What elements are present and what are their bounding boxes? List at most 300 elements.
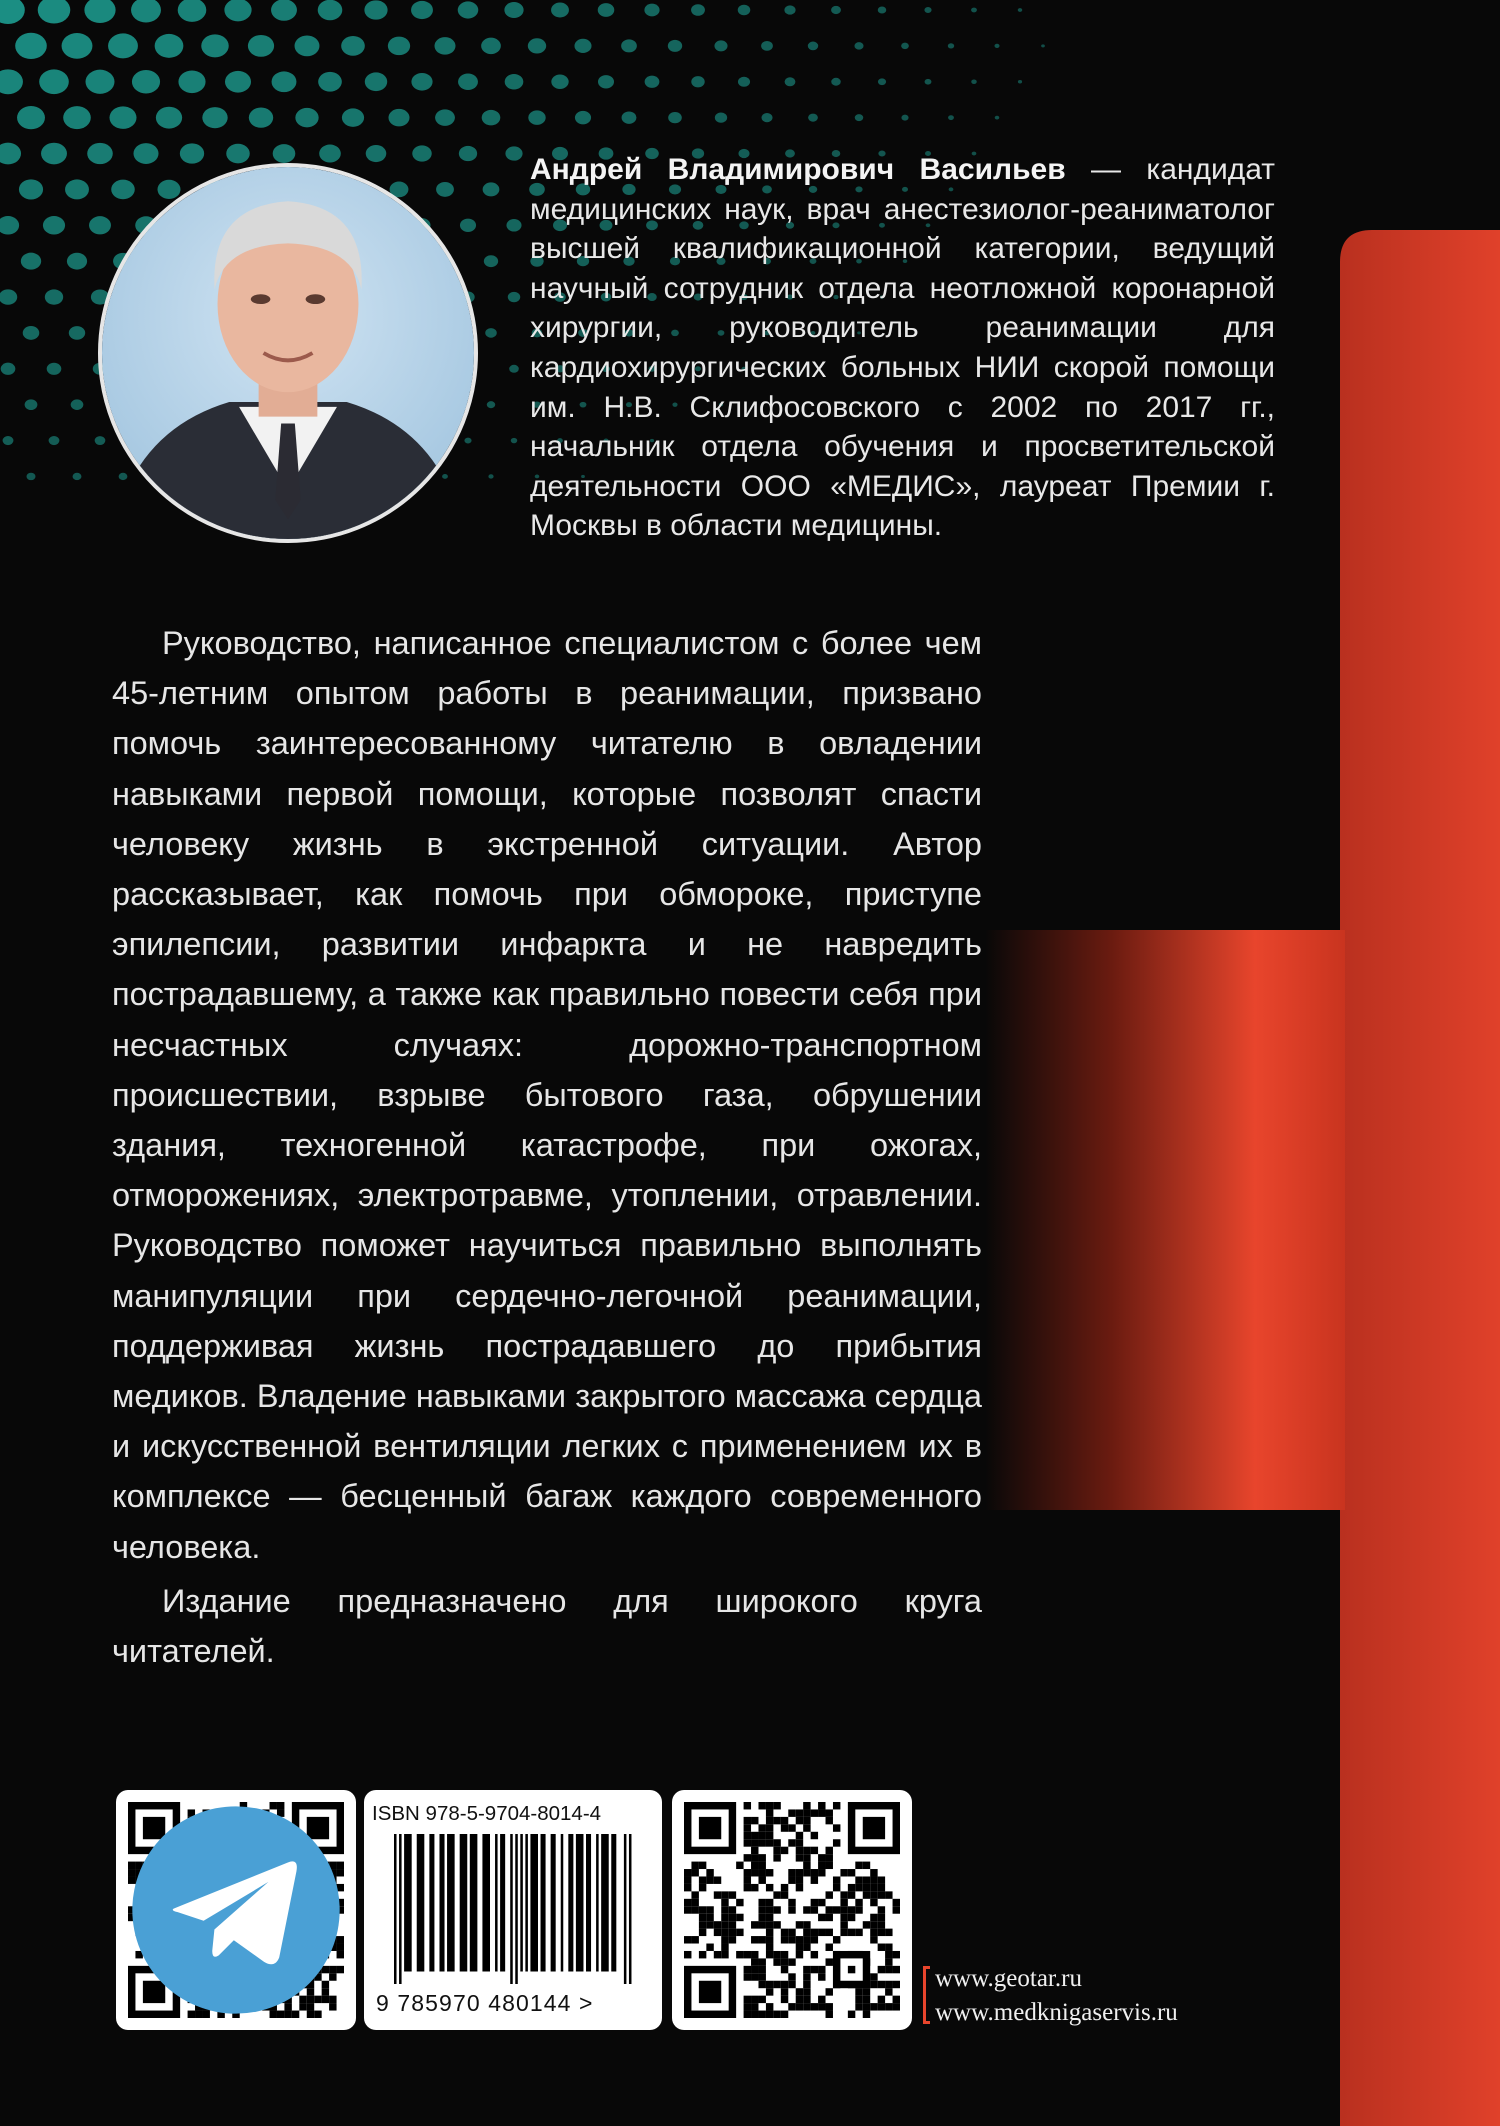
qr-module bbox=[773, 1906, 780, 1913]
qr-module bbox=[721, 1899, 728, 1906]
qr-module bbox=[840, 1914, 847, 1921]
qr-module bbox=[744, 2003, 751, 2010]
qr-module bbox=[796, 1847, 803, 1854]
qr-module bbox=[691, 1869, 698, 1876]
qr-module bbox=[751, 1839, 758, 1846]
qr-module bbox=[744, 1951, 751, 1958]
qr-module bbox=[803, 1809, 810, 1816]
qr-module bbox=[751, 1862, 758, 1869]
qr-module bbox=[744, 1966, 751, 1973]
barcode-bar bbox=[482, 1834, 490, 1972]
qr-module bbox=[699, 1906, 706, 1913]
qr-module bbox=[885, 1944, 892, 1951]
website-link[interactable]: www.medknigaservis.ru bbox=[935, 1999, 1178, 2026]
qr-module bbox=[796, 1988, 803, 1995]
qr-module bbox=[714, 1929, 721, 1936]
qr-module bbox=[811, 1899, 818, 1906]
barcode-bar bbox=[541, 1834, 546, 1972]
barcode-bar bbox=[624, 1834, 627, 1984]
qr-module bbox=[833, 1802, 840, 1809]
qr-module bbox=[736, 1862, 743, 1869]
barcode-bar bbox=[417, 1834, 425, 1972]
qr-module bbox=[684, 1906, 691, 1913]
qr-module bbox=[758, 1824, 765, 1831]
qr-module bbox=[803, 1981, 810, 1988]
qr-module bbox=[826, 1847, 833, 1854]
barcode-bar bbox=[525, 1834, 528, 1972]
qr-module bbox=[721, 1944, 728, 1951]
qr-module bbox=[811, 1906, 818, 1913]
qr-module bbox=[826, 1891, 833, 1898]
qr-module bbox=[893, 1906, 900, 1913]
qr-module bbox=[796, 1832, 803, 1839]
qr-code-icon bbox=[684, 1802, 900, 2018]
qr-module bbox=[766, 1802, 773, 1809]
qr-module bbox=[773, 1817, 780, 1824]
qr-module bbox=[691, 1899, 698, 1906]
qr-module bbox=[818, 1973, 825, 1980]
qr-module bbox=[855, 1996, 862, 2003]
qr-module bbox=[803, 1936, 810, 1943]
qr-module bbox=[758, 1869, 765, 1876]
qr-module bbox=[729, 1921, 736, 1928]
qr-module bbox=[751, 1996, 758, 2003]
qr-module bbox=[863, 2003, 870, 2010]
qr-module bbox=[840, 1891, 847, 1898]
qr-module bbox=[729, 1929, 736, 1936]
qr-module bbox=[788, 1839, 795, 1846]
qr-module bbox=[878, 1944, 885, 1951]
qr-module bbox=[803, 1824, 810, 1831]
qr-module bbox=[818, 1809, 825, 1816]
qr-module bbox=[684, 1869, 691, 1876]
qr-module bbox=[773, 1839, 780, 1846]
qr-module bbox=[893, 1966, 900, 1973]
qr-module bbox=[803, 1817, 810, 1824]
qr-module bbox=[706, 1869, 713, 1876]
qr-module bbox=[818, 1862, 825, 1869]
qr-module bbox=[818, 1996, 825, 2003]
qr-module bbox=[885, 1988, 892, 1995]
qr-module bbox=[833, 1839, 840, 1846]
qr-module bbox=[758, 1914, 765, 1921]
qr-module bbox=[796, 1936, 803, 1943]
qr-module bbox=[773, 1802, 780, 1809]
qr-module bbox=[803, 1988, 810, 1995]
barcode-bar bbox=[629, 1834, 632, 1984]
qr-module bbox=[751, 1832, 758, 1839]
qr-module bbox=[766, 1914, 773, 1921]
qr-module bbox=[826, 2003, 833, 2010]
qr-module bbox=[826, 1988, 833, 1995]
qr-module bbox=[818, 1802, 825, 1809]
qr-module bbox=[855, 1929, 862, 1936]
qr-module bbox=[781, 1884, 788, 1891]
qr-module bbox=[691, 1936, 698, 1943]
qr-module bbox=[788, 1906, 795, 1913]
qr-module bbox=[893, 1981, 900, 1988]
qr-module bbox=[811, 1966, 818, 1973]
qr-module bbox=[781, 1824, 788, 1831]
qr-module bbox=[766, 1869, 773, 1876]
qr-module bbox=[751, 2003, 758, 2010]
qr-module bbox=[811, 1936, 818, 1943]
qr-module bbox=[833, 1936, 840, 1943]
qr-module bbox=[699, 1981, 721, 2003]
qr-module bbox=[878, 1891, 885, 1898]
ean-digits: 9 785970 480144 > bbox=[376, 1990, 594, 2016]
qr-module bbox=[848, 1869, 855, 1876]
qr-module bbox=[863, 1996, 870, 2003]
qr-module bbox=[863, 1891, 870, 1898]
qr-module bbox=[863, 1884, 870, 1891]
qr-module bbox=[803, 1869, 810, 1876]
qr-module bbox=[706, 1921, 713, 1928]
qr-module bbox=[811, 1876, 818, 1883]
qr-module bbox=[699, 1876, 706, 1883]
qr-module bbox=[855, 1862, 862, 1869]
qr-module bbox=[788, 1824, 795, 1831]
qr-module bbox=[878, 1884, 885, 1891]
qr-module bbox=[744, 1996, 751, 2003]
qr-module bbox=[848, 1891, 855, 1898]
qr-module bbox=[840, 1899, 847, 1906]
qr-module bbox=[796, 1884, 803, 1891]
qr-module bbox=[803, 1847, 810, 1854]
qr-module bbox=[721, 1906, 728, 1913]
qr-module bbox=[751, 1817, 758, 1824]
qr-module bbox=[758, 1921, 765, 1928]
barcode-bar bbox=[399, 1834, 402, 1984]
qr-module bbox=[721, 1951, 728, 1958]
qr-module bbox=[781, 1966, 788, 1973]
qr-module bbox=[699, 1929, 706, 1936]
qr-module bbox=[885, 1929, 892, 1936]
qr-module bbox=[803, 1906, 810, 1913]
qr-module bbox=[766, 1832, 773, 1839]
barcode-bar bbox=[447, 1834, 455, 1972]
qr-module bbox=[863, 1876, 870, 1883]
qr-module bbox=[796, 1921, 803, 1928]
qr-module bbox=[796, 2003, 803, 2010]
barcode-bar bbox=[470, 1834, 478, 1972]
qr-module bbox=[833, 1906, 840, 1913]
qr-module bbox=[766, 1817, 773, 1824]
qr-module bbox=[878, 1921, 885, 1928]
qr-module bbox=[863, 1921, 870, 1928]
qr-module bbox=[803, 1929, 810, 1936]
qr-module bbox=[811, 1929, 818, 1936]
qr-module bbox=[758, 1936, 765, 1943]
qr-module bbox=[818, 1854, 825, 1861]
qr-module bbox=[848, 1966, 855, 1973]
qr-module bbox=[848, 1884, 855, 1891]
qr-module bbox=[885, 1958, 892, 1965]
qr-module bbox=[781, 1817, 788, 1824]
qr-module bbox=[758, 1966, 765, 1973]
qr-module bbox=[744, 1839, 751, 1846]
qr-module bbox=[781, 1951, 788, 1958]
qr-module bbox=[736, 1899, 743, 1906]
qr-module bbox=[729, 1936, 736, 1943]
qr-module bbox=[788, 1973, 795, 1980]
qr-module bbox=[826, 1809, 833, 1816]
qr-module bbox=[811, 1869, 818, 1876]
qr-module bbox=[811, 2003, 818, 2010]
qr-module bbox=[744, 1884, 751, 1891]
isbn-label: ISBN 978-5-9704-8014-4 bbox=[372, 1802, 602, 1825]
qr-module bbox=[878, 2003, 885, 2010]
qr-module bbox=[781, 1929, 788, 1936]
qr-module bbox=[788, 1929, 795, 1936]
qr-module bbox=[758, 1854, 765, 1861]
qr-module bbox=[796, 1839, 803, 1846]
barcode-bar bbox=[551, 1834, 556, 1972]
qr-module bbox=[863, 1988, 870, 1995]
qr-module bbox=[751, 2011, 758, 2018]
qr-module bbox=[811, 1847, 818, 1854]
qr-module bbox=[766, 1929, 773, 1936]
barcode-bar bbox=[500, 1834, 505, 1972]
qr-module bbox=[751, 1869, 758, 1876]
qr-module bbox=[826, 1854, 833, 1861]
qr-module bbox=[706, 1906, 713, 1913]
qr-module bbox=[766, 1921, 773, 1928]
qr-module bbox=[863, 2011, 870, 2018]
qr-module bbox=[803, 1973, 810, 1980]
barcode-bar bbox=[404, 1834, 412, 1972]
qr-module bbox=[773, 1854, 780, 1861]
qr-module bbox=[773, 1847, 780, 1854]
qr-module bbox=[721, 1921, 728, 1928]
qr-module bbox=[796, 1809, 803, 1816]
qr-module bbox=[870, 1929, 877, 1936]
qr-module bbox=[744, 1854, 751, 1861]
qr-module bbox=[885, 1981, 892, 1988]
qr-module bbox=[766, 1951, 773, 1958]
qr-module bbox=[736, 1951, 743, 1958]
barcode-bar bbox=[515, 1834, 518, 1984]
website-link[interactable]: www.geotar.ru bbox=[935, 1965, 1082, 1992]
qr-module bbox=[773, 1891, 780, 1898]
qr-module bbox=[729, 1891, 736, 1898]
qr-module bbox=[684, 1951, 691, 1958]
qr-module bbox=[870, 2003, 877, 2010]
qr-module bbox=[751, 1951, 758, 1958]
qr-module bbox=[788, 1809, 795, 1816]
isbn-barcode bbox=[364, 1790, 662, 2030]
qr-module bbox=[788, 1981, 795, 1988]
qr-module bbox=[758, 1996, 765, 2003]
qr-module bbox=[751, 1966, 758, 1973]
qr-module bbox=[691, 1862, 698, 1869]
qr-module bbox=[714, 1876, 721, 1883]
qr-module bbox=[684, 1936, 691, 1943]
book-description bbox=[112, 618, 982, 1676]
qr-module bbox=[893, 1899, 900, 1906]
qr-module bbox=[818, 1966, 825, 1973]
author-name: Андрей Владимирович Васильев bbox=[530, 153, 1066, 186]
qr-module bbox=[870, 1973, 877, 1980]
qr-module bbox=[758, 1862, 765, 1869]
qr-module bbox=[826, 1914, 833, 1921]
qr-module bbox=[885, 1966, 892, 1973]
qr-module bbox=[766, 1809, 773, 1816]
qr-module bbox=[721, 1929, 728, 1936]
qr-module bbox=[840, 1869, 847, 1876]
qr-module bbox=[803, 1802, 810, 1809]
qr-module bbox=[781, 1996, 788, 2003]
telegram-icon bbox=[128, 1802, 344, 2018]
qr-module bbox=[781, 1988, 788, 1995]
qr-module bbox=[833, 1884, 840, 1891]
qr-module bbox=[781, 1981, 788, 1988]
qr-module bbox=[803, 1944, 810, 1951]
barcode-bar bbox=[561, 1834, 564, 1972]
barcode-bar bbox=[611, 1834, 616, 1972]
qr-module bbox=[870, 1899, 877, 1906]
qr-module bbox=[751, 1973, 758, 1980]
qr-module bbox=[826, 2011, 833, 2018]
qr-module bbox=[744, 1824, 751, 1831]
barcode-bar bbox=[586, 1834, 591, 1972]
qr-module bbox=[684, 1884, 691, 1891]
qr-module bbox=[758, 1802, 765, 1809]
qr-module bbox=[766, 1824, 773, 1831]
qr-module bbox=[736, 1914, 743, 1921]
qr-module bbox=[788, 1958, 795, 1965]
qr-module bbox=[758, 2011, 765, 2018]
qr-module bbox=[766, 2011, 773, 2018]
barcode-bar bbox=[460, 1834, 468, 1972]
qr-module bbox=[699, 1884, 706, 1891]
qr-module bbox=[803, 1862, 810, 1869]
qr-module bbox=[714, 1891, 721, 1898]
qr-module bbox=[885, 2003, 892, 2010]
qr-module bbox=[781, 1847, 788, 1854]
qr-module bbox=[803, 1966, 810, 1973]
qr-module bbox=[773, 1951, 780, 1958]
qr-module bbox=[870, 1936, 877, 1943]
description-paragraph: Руководство, написанное специалистом с более чем 45-летним опытом работы в реанимации, призвано помочь заинтересованному читателю в овладении навыками первой помощи, которые позволят спасти человеку жизнь в экстренной ситуации. Автор рассказывает, как помочь при обмороке, приступе эпилепсии, развитии инфаркта и не навредить пострадавшему, а также как правильно повести себя при несчастных случаях: дорожно-транспортном происшествии, взрыве бытового газа, обрушении здания, техногенной катастрофе, при ожогах, отморожениях, электротравме, утоплении, отравлении. Руководство поможет научиться правильно выполнять манипуляции при сердечно-легочной реанимации, поддерживая жизнь пострадавшего до прибытия медиков. Владение навыками закрытого массажа сердца и искусственной вентиляции легких с применением их в комплексе — бесценный багаж каждого современного человека. bbox=[112, 625, 982, 1565]
qr-module bbox=[773, 1981, 780, 1988]
qr-module bbox=[796, 1817, 803, 1824]
qr-module bbox=[885, 1951, 892, 1958]
barcode-bar bbox=[510, 1834, 513, 1984]
qr-module bbox=[826, 1906, 833, 1913]
qr-module bbox=[766, 1899, 773, 1906]
qr-module bbox=[796, 1854, 803, 1861]
qr-module bbox=[870, 1869, 877, 1876]
barcode-bar bbox=[576, 1834, 584, 1972]
qr-module bbox=[796, 1951, 803, 1958]
qr-module bbox=[736, 1929, 743, 1936]
publisher-qr-code[interactable] bbox=[672, 1790, 912, 2030]
qr-module bbox=[818, 1899, 825, 1906]
qr-module bbox=[758, 1839, 765, 1846]
qr-module bbox=[744, 1832, 751, 1839]
qr-module bbox=[729, 1906, 736, 1913]
qr-module bbox=[729, 1914, 736, 1921]
qr-module bbox=[818, 1869, 825, 1876]
qr-module bbox=[744, 1869, 751, 1876]
qr-module bbox=[751, 1936, 758, 1943]
qr-module bbox=[773, 2011, 780, 2018]
qr-module bbox=[826, 1817, 833, 1824]
qr-module bbox=[684, 1899, 691, 1906]
qr-module bbox=[826, 1958, 833, 1965]
qr-module bbox=[758, 1958, 765, 1965]
red-bracket bbox=[923, 1966, 930, 2024]
qr-module bbox=[781, 2011, 788, 2018]
qr-module bbox=[796, 1876, 803, 1883]
qr-module bbox=[766, 1936, 773, 1943]
qr-module bbox=[758, 1981, 765, 1988]
qr-module bbox=[714, 1921, 721, 1928]
qr-module bbox=[855, 1899, 862, 1906]
qr-module bbox=[893, 2003, 900, 2010]
qr-module bbox=[870, 1884, 877, 1891]
qr-module bbox=[818, 1914, 825, 1921]
telegram-qr-code[interactable] bbox=[116, 1790, 356, 2030]
barcode-bars bbox=[394, 1834, 634, 1984]
qr-module bbox=[840, 1906, 847, 1913]
qr-module bbox=[758, 1899, 765, 1906]
qr-module bbox=[751, 1854, 758, 1861]
qr-module bbox=[848, 1929, 855, 1936]
qr-module bbox=[870, 1914, 877, 1921]
qr-module bbox=[744, 1876, 751, 1883]
qr-module bbox=[751, 1847, 758, 1854]
qr-module bbox=[833, 1876, 840, 1883]
qr-module bbox=[870, 1876, 877, 1883]
qr-module bbox=[699, 1914, 706, 1921]
qr-module bbox=[878, 1966, 885, 1973]
qr-module bbox=[811, 1951, 818, 1958]
qr-module bbox=[751, 1958, 758, 1965]
qr-module bbox=[691, 1906, 698, 1913]
qr-module bbox=[826, 1944, 833, 1951]
qr-module bbox=[714, 1951, 721, 1958]
qr-module bbox=[855, 1876, 862, 1883]
qr-module bbox=[766, 1988, 773, 1995]
qr-module bbox=[848, 2011, 855, 2018]
qr-module bbox=[840, 1929, 847, 1936]
qr-module bbox=[766, 1944, 773, 1951]
qr-module bbox=[855, 1988, 862, 1995]
qr-module bbox=[699, 1817, 721, 1839]
qr-module bbox=[870, 1921, 877, 1928]
qr-module bbox=[803, 2003, 810, 2010]
barcode-bar bbox=[495, 1834, 498, 1972]
qr-module bbox=[893, 1951, 900, 1958]
qr-module bbox=[803, 1996, 810, 2003]
qr-module bbox=[818, 2003, 825, 2010]
qr-module bbox=[878, 1929, 885, 1936]
qr-module bbox=[744, 1802, 751, 1809]
description-paragraph: Издание предназначено для широкого круга читателей. bbox=[112, 1582, 982, 1670]
qr-module bbox=[803, 1921, 810, 1928]
author-portrait bbox=[98, 163, 478, 543]
qr-module bbox=[773, 1921, 780, 1928]
publisher-websites bbox=[935, 1962, 1178, 2030]
qr-module bbox=[721, 1936, 728, 1943]
author-bio bbox=[530, 150, 1275, 546]
qr-module bbox=[766, 2003, 773, 2010]
qr-module bbox=[766, 1839, 773, 1846]
qr-module bbox=[818, 1929, 825, 1936]
qr-module bbox=[781, 1891, 788, 1898]
